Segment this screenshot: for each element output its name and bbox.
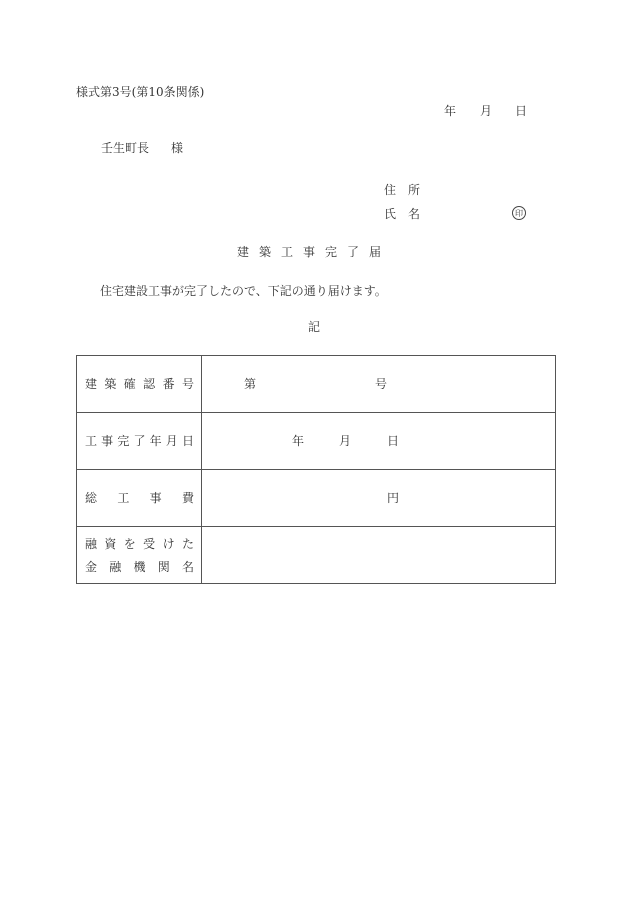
yen-unit: 円 [387, 491, 400, 505]
label-cell [77, 470, 202, 527]
label-cell [77, 356, 202, 413]
label-financing-line-1: 融 資 を 受 け た [85, 536, 194, 551]
label-completion-date: 工 事 完 了 年 月 日 [85, 434, 194, 448]
financial-institution-field[interactable] [202, 527, 556, 584]
title-char: 完 [325, 245, 338, 259]
label-confirmation-number: 建 築 確 認 番 号 [85, 377, 194, 391]
completion-day-label: 日 [387, 434, 400, 448]
title-char: 建 [237, 245, 250, 259]
title-char: 事 [303, 245, 316, 259]
confirmation-number-field[interactable] [202, 356, 556, 413]
name-label-1: 氏 [384, 207, 397, 221]
title-char: 届 [369, 245, 382, 259]
date-year-label: 年 [444, 104, 457, 118]
document-title [237, 245, 391, 259]
addressee-honorific: 様 [171, 141, 184, 155]
completion-details-table [76, 355, 556, 584]
body-text: 住宅建設工事が完了したので、下記の通り届けます。 [100, 284, 387, 298]
number-prefix: 第 [244, 377, 257, 391]
seal-icon: 印 [512, 206, 526, 220]
label-total-cost: 総 工 事 費 [85, 491, 194, 505]
date-month-label: 月 [480, 104, 493, 118]
address-label-1: 住 [384, 183, 397, 197]
number-suffix: 号 [375, 377, 388, 391]
name-label-2: 名 [408, 207, 421, 221]
table-row-total-cost [77, 470, 556, 527]
form-number: 様式第3号(第10条関係) [76, 85, 205, 99]
ki-heading: 記 [308, 320, 321, 334]
table-row-completion-date [77, 413, 556, 470]
title-char: 工 [281, 245, 294, 259]
total-cost-field[interactable] [202, 470, 556, 527]
title-char: 了 [347, 245, 360, 259]
date-day-label: 日 [515, 104, 528, 118]
completion-year-label: 年 [292, 434, 305, 448]
label-cell [77, 413, 202, 470]
table-row-financial-institution [77, 527, 556, 584]
title-char: 築 [259, 245, 272, 259]
label-cell [77, 527, 202, 584]
completion-date-field[interactable] [202, 413, 556, 470]
addressee-name: 壬生町長 [101, 141, 150, 155]
table-row-confirmation-number [77, 356, 556, 413]
address-label-2: 所 [408, 183, 421, 197]
completion-month-label: 月 [339, 434, 352, 448]
label-financing-line-2: 金 融 機 関 名 [85, 559, 194, 574]
